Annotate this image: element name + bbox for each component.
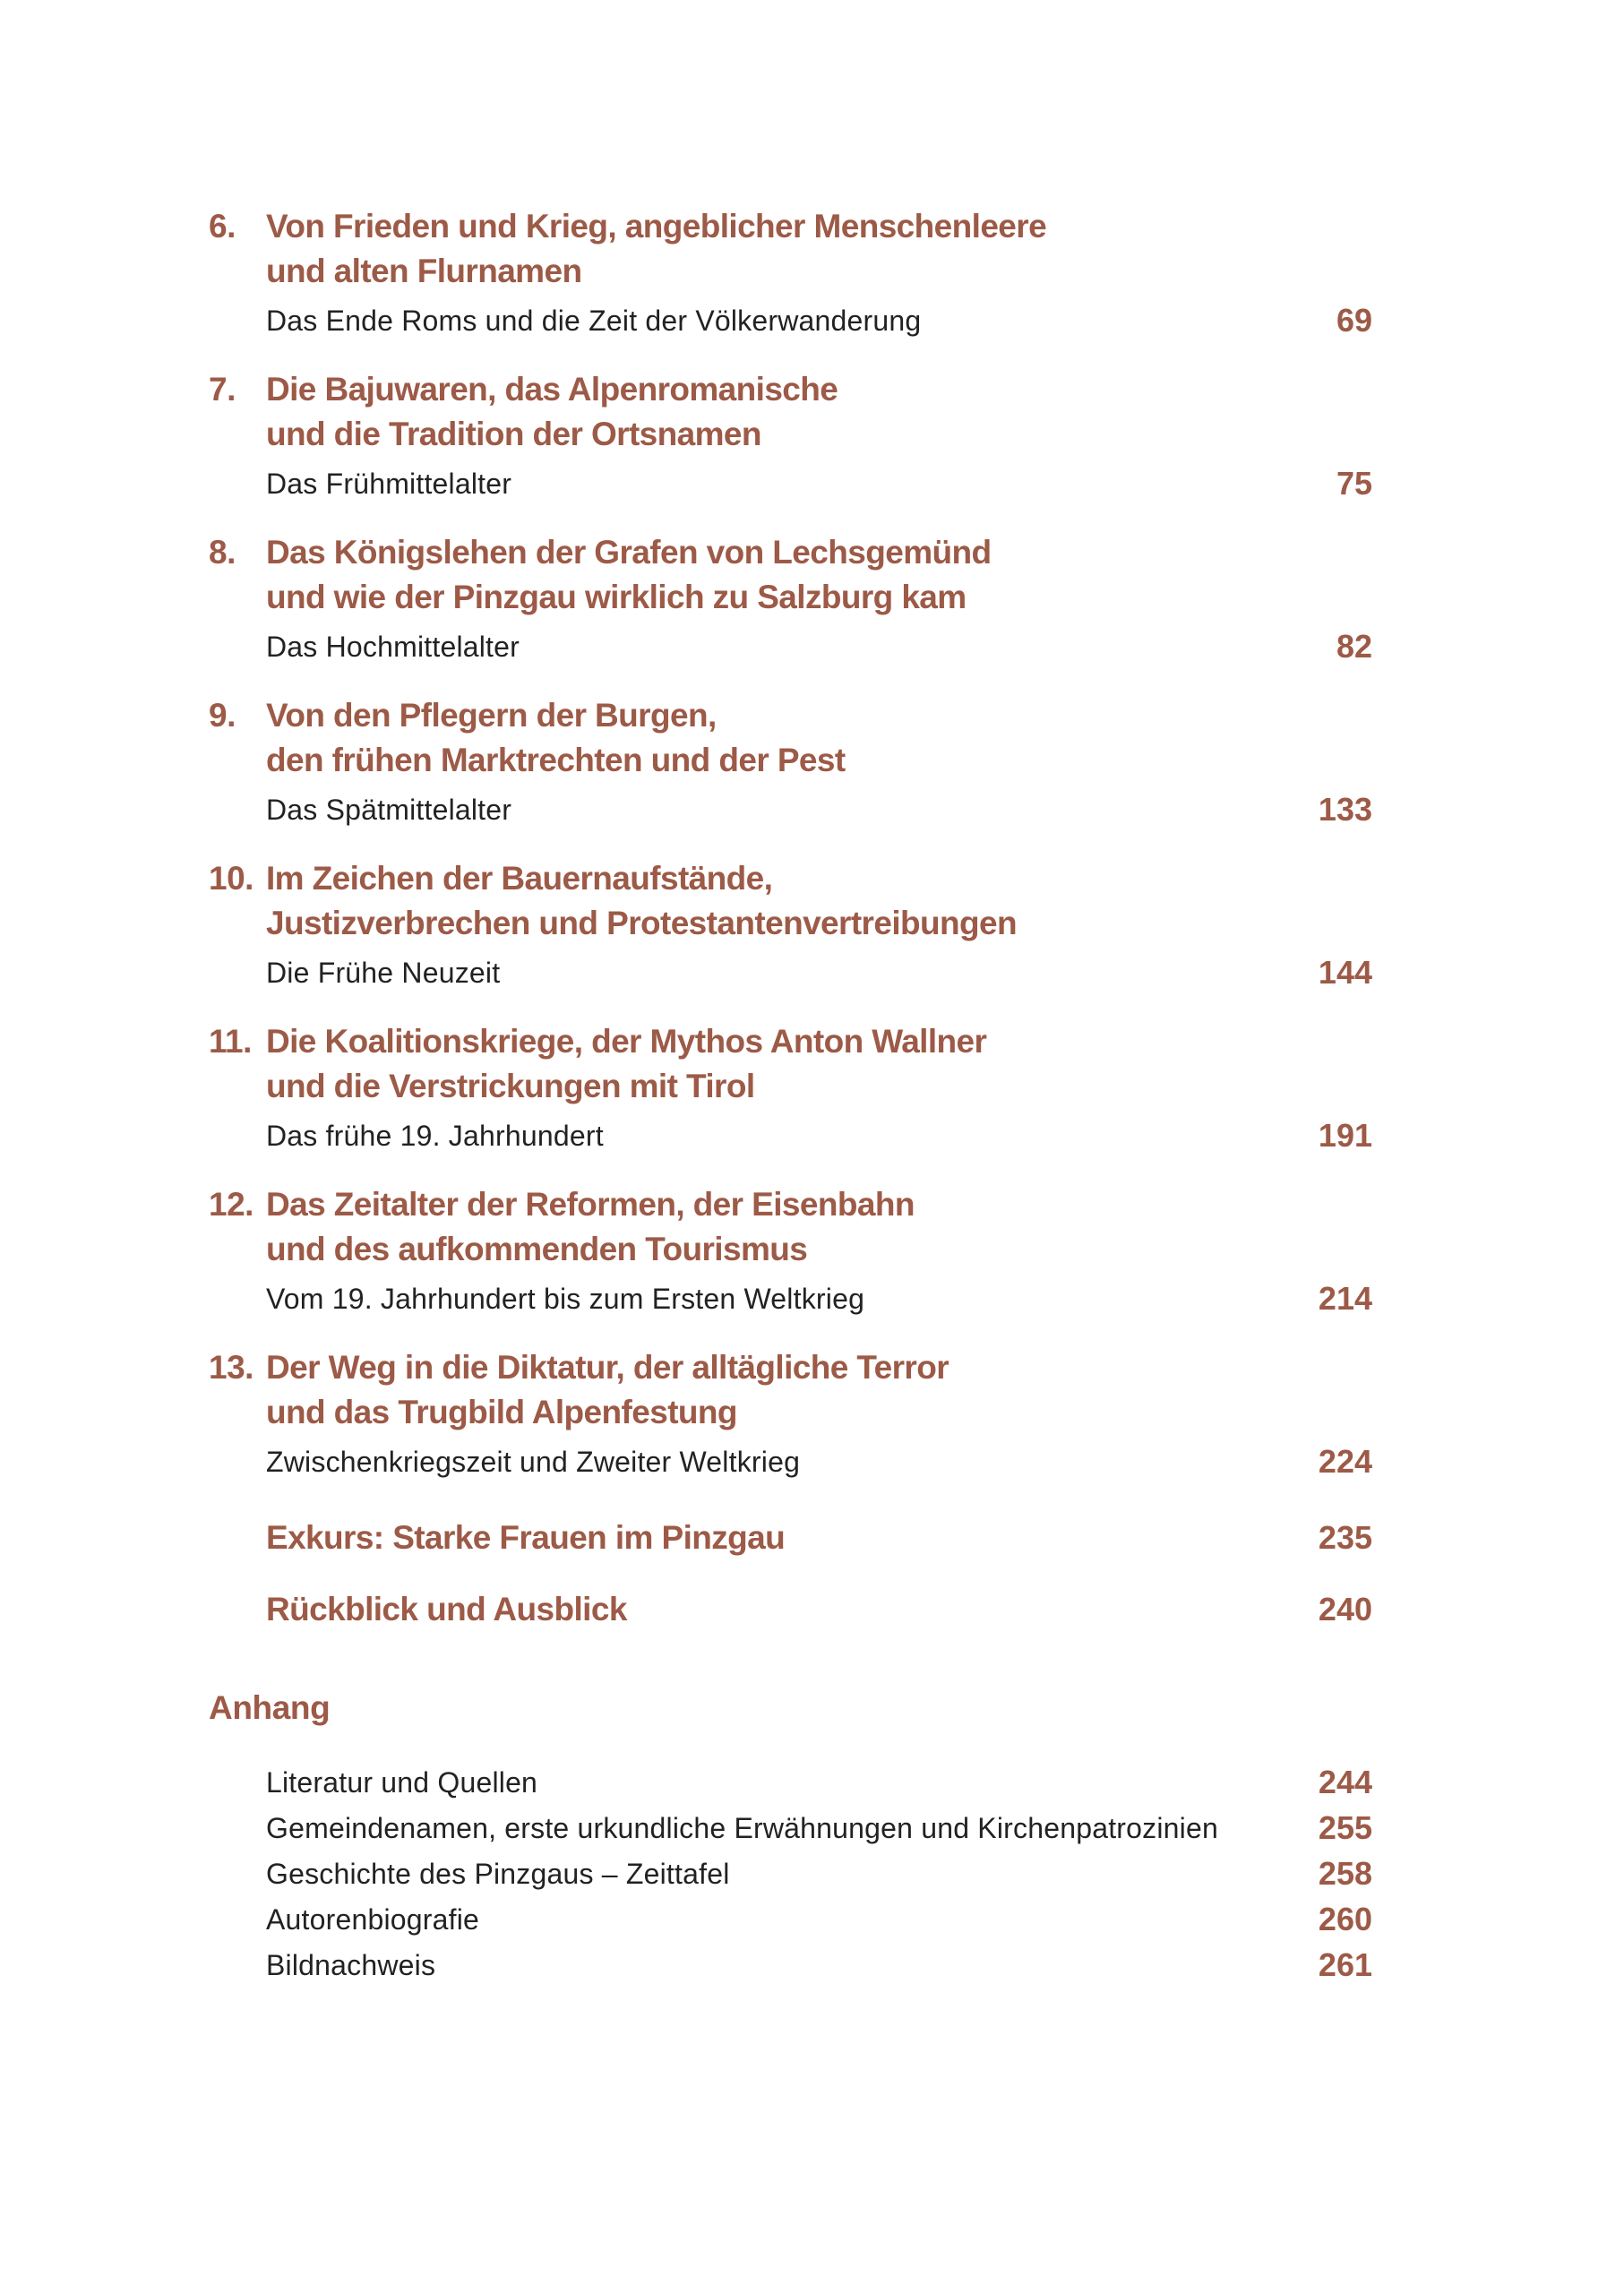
- appendix-item-page-number: 244: [1318, 1764, 1372, 1800]
- appendix-item-zeittafel[interactable]: [0, 1854, 1624, 1899]
- appendix-item-label: Bildnachweis: [266, 1949, 436, 1981]
- appendix-item-autorenbiografie[interactable]: [0, 1900, 1624, 1945]
- chapter-title: [266, 1345, 1251, 1435]
- chapter-subtitle: Zwischenkriegszeit und Zweiter Weltkrieg: [266, 1446, 801, 1478]
- chapter-title-line-2: den frühen Marktrechten und der Pest: [266, 742, 846, 778]
- chapter-page-number: 69: [1336, 302, 1372, 339]
- chapter-number: 12.: [209, 1186, 253, 1223]
- chapter-title: [266, 1019, 1251, 1109]
- appendix-item-literatur[interactable]: [0, 1763, 1624, 1808]
- chapter-page-number: 214: [1318, 1280, 1372, 1317]
- chapter-page-number: 75: [1336, 465, 1372, 502]
- chapter-page-number: 144: [1318, 954, 1372, 991]
- chapter-title-line-1: Im Zeichen der Bauernaufstände,: [266, 860, 773, 897]
- chapter-title-line-1: Das Königslehen der Grafen von Lechsgemünd: [266, 534, 992, 571]
- chapter-number: 6.: [209, 208, 236, 245]
- chapter-title: [266, 693, 1251, 783]
- chapter-title-line-1: Der Weg in die Diktatur, der alltägliche Terror: [266, 1349, 949, 1386]
- appendix-item-label: Literatur und Quellen: [266, 1766, 538, 1799]
- chapter-title-line-1: Das Zeitalter der Reformen, der Eisenbahn: [266, 1186, 915, 1223]
- chapter-title: [266, 1182, 1251, 1272]
- appendix-item-page-number: 255: [1318, 1809, 1372, 1846]
- chapter-subtitle: Die Frühe Neuzeit: [266, 957, 501, 989]
- appendix-item-label: Geschichte des Pinzgaus – Zeittafel: [266, 1858, 730, 1890]
- chapter-number: 11.: [209, 1023, 252, 1060]
- chapter-title-line-2: und die Verstrickungen mit Tirol: [266, 1068, 755, 1104]
- appendix-item-page-number: 258: [1318, 1855, 1372, 1892]
- chapter-title: [266, 856, 1251, 946]
- chapter-title-line-2: und wie der Pinzgau wirklich zu Salzburg kam: [266, 579, 967, 615]
- chapter-title-line-1: Von den Pflegern der Burgen,: [266, 697, 717, 734]
- appendix-item-label: Autorenbiografie: [266, 1903, 480, 1936]
- appendix-item-gemeindenamen[interactable]: [0, 1808, 1624, 1853]
- appendix-heading: Anhang: [209, 1689, 331, 1726]
- appendix-item-page-number: 260: [1318, 1901, 1372, 1937]
- chapter-subtitle: Das Ende Roms und die Zeit der Völkerwanderung: [266, 305, 922, 337]
- appendix-item-label: Gemeindenamen, erste urkundliche Erwähnungen und Kirchenpatrozinien: [266, 1812, 1218, 1844]
- chapter-title-line-1: Die Bajuwaren, das Alpenromanische: [266, 371, 838, 408]
- chapter-subtitle: Das Hochmittelalter: [266, 631, 520, 663]
- chapter-title: [266, 530, 1251, 620]
- chapter-title-line-2: und des aufkommenden Tourismus: [266, 1231, 808, 1267]
- chapter-title-line-2: und die Tradition der Ortsnamen: [266, 416, 761, 452]
- rueckblick-title: Rückblick und Ausblick: [266, 1591, 627, 1627]
- chapter-subtitle: Vom 19. Jahrhundert bis zum Ersten Weltkrieg: [266, 1283, 865, 1315]
- chapter-number: 10.: [209, 860, 253, 897]
- chapter-page-number: 82: [1336, 628, 1372, 665]
- chapter-number: 13.: [209, 1349, 253, 1386]
- chapter-subtitle: Das Spätmittelalter: [266, 794, 512, 826]
- chapter-number: 9.: [209, 697, 236, 734]
- chapter-title: [266, 367, 1251, 457]
- appendix-item-page-number: 261: [1318, 1946, 1372, 1983]
- chapter-subtitle: Das frühe 19. Jahrhundert: [266, 1120, 604, 1152]
- chapter-subtitle: Das Frühmittelalter: [266, 468, 512, 500]
- chapter-page-number: 133: [1318, 791, 1372, 828]
- chapter-number: 7.: [209, 371, 236, 408]
- exkurs-page-number: 235: [1318, 1519, 1372, 1556]
- chapter-title-line-2: und alten Flurnamen: [266, 253, 582, 289]
- chapter-number: 8.: [209, 534, 236, 571]
- chapter-title-line-1: Die Koalitionskriege, der Mythos Anton Wallner: [266, 1023, 987, 1060]
- chapter-title-line-2: und das Trugbild Alpenfestung: [266, 1394, 737, 1430]
- chapter-title-line-1: Von Frieden und Krieg, angeblicher Menschenleere: [266, 208, 1047, 245]
- rueckblick-page-number: 240: [1318, 1591, 1372, 1627]
- chapter-page-number: 191: [1318, 1117, 1372, 1154]
- appendix-item-bildnachweis[interactable]: [0, 1945, 1624, 1990]
- chapter-title-line-2: Justizverbrechen und Protestantenvertreibungen: [266, 905, 1017, 941]
- chapter-page-number: 224: [1318, 1443, 1372, 1480]
- chapter-title: [266, 204, 1251, 294]
- exkurs-title: Exkurs: Starke Frauen im Pinzgau: [266, 1519, 786, 1556]
